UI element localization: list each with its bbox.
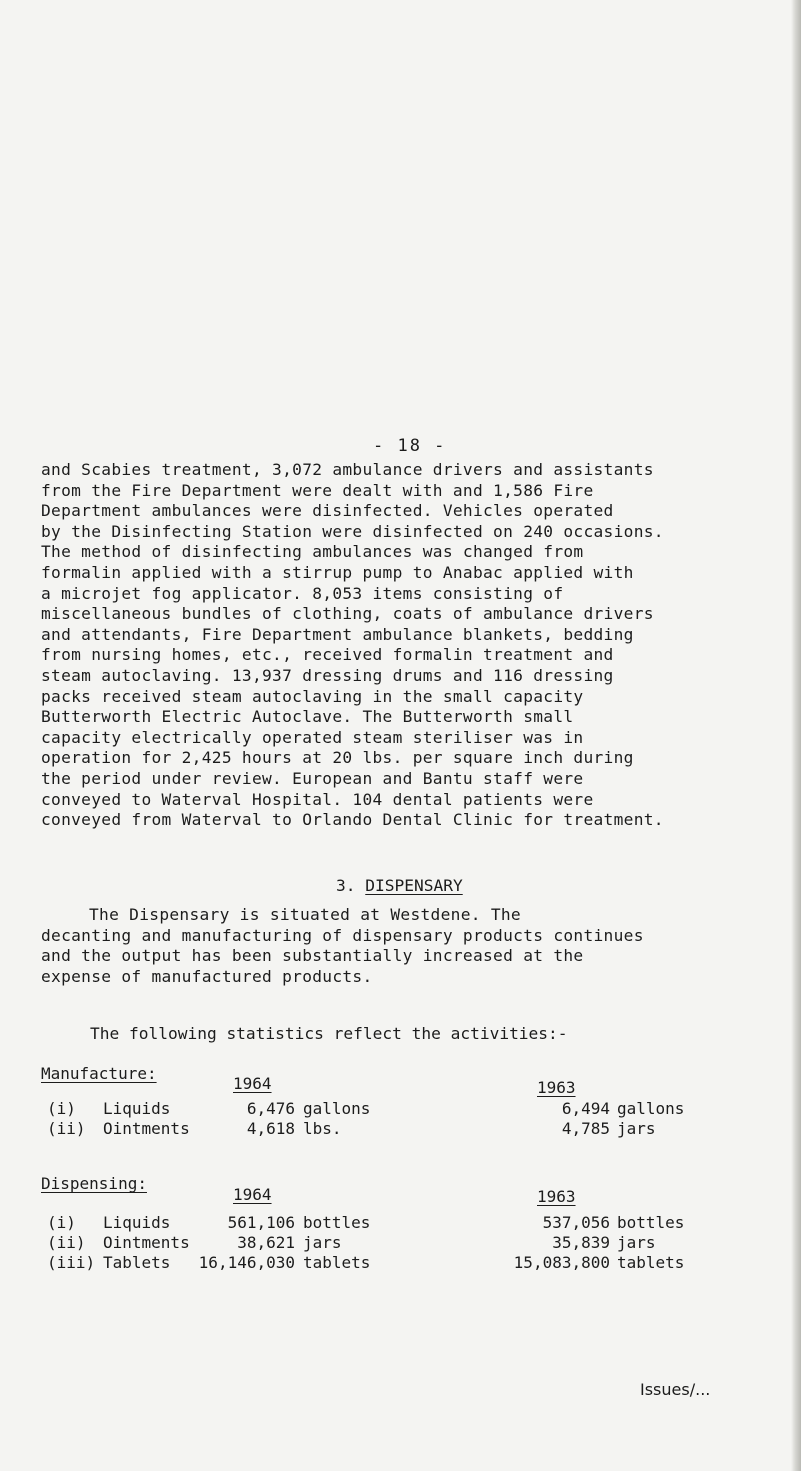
value-previous: 35,839 bbox=[552, 1233, 610, 1252]
text-line: operation for 2,425 hours at 20 lbs. per square inch during bbox=[41, 748, 634, 768]
unit-current: tablets bbox=[303, 1253, 371, 1272]
row-index: (iii) bbox=[47, 1253, 96, 1272]
value-current: 4,618 bbox=[246, 1119, 295, 1138]
statistics-intro: The following statistics reflect the activities:- bbox=[90, 1024, 568, 1043]
text-line: conveyed from Waterval to Orlando Dental Clinic for treatment. bbox=[41, 810, 664, 830]
row-index: (i) bbox=[47, 1099, 76, 1118]
manufacture-label: Manufacture: bbox=[41, 1064, 157, 1083]
page-number: - 18 - bbox=[373, 436, 447, 456]
value-current: 16,146,030 bbox=[198, 1253, 295, 1272]
row-item: Liquids bbox=[103, 1099, 171, 1118]
row-index: (ii) bbox=[47, 1233, 86, 1252]
text-line: expense of manufactured products. bbox=[41, 966, 373, 986]
section-heading bbox=[336, 876, 463, 895]
value-current: 6,476 bbox=[246, 1099, 295, 1118]
row-item: Ointments bbox=[103, 1233, 190, 1252]
text-line: formalin applied with a stirrup pump to Anabac applied with bbox=[41, 562, 634, 582]
row-item: Tablets bbox=[103, 1253, 171, 1272]
dispensing-year-previous: 1963 bbox=[537, 1187, 576, 1206]
text-line: capacity electrically operated steam steriliser was in bbox=[41, 727, 584, 747]
text-line: by the Disinfecting Station were disinfected on 240 occasions. bbox=[41, 521, 664, 541]
value-previous: 15,083,800 bbox=[513, 1253, 610, 1272]
text-line: miscellaneous bundles of clothing, coats of ambulance drivers bbox=[41, 604, 654, 624]
row-item: Ointments bbox=[103, 1119, 190, 1138]
text-line: a microjet fog applicator. 8,053 items consisting of bbox=[41, 583, 564, 603]
text-line: from the Fire Department were dealt with and 1,586 Fire bbox=[41, 480, 594, 500]
value-previous: 6,494 bbox=[561, 1099, 610, 1118]
unit-current: gallons bbox=[303, 1099, 371, 1118]
unit-previous: bottles bbox=[617, 1213, 685, 1232]
dispensing-label: Dispensing: bbox=[41, 1174, 147, 1193]
unit-previous: gallons bbox=[617, 1099, 685, 1118]
section-number: 3. bbox=[336, 876, 356, 895]
text-line: steam autoclaving. 13,937 dressing drums and 116 dressing bbox=[41, 665, 614, 685]
opening-paragraph bbox=[41, 460, 776, 831]
text-line: The Dispensary is situated at Westdene. The bbox=[89, 905, 521, 924]
value-current: 38,621 bbox=[237, 1233, 295, 1252]
text-line: packs received steam autoclaving in the small capacity bbox=[41, 686, 584, 706]
page-edge-shadow bbox=[791, 0, 801, 1471]
text-line: and the output has been substantially increased at the bbox=[41, 946, 584, 966]
text-line: conveyed to Waterval Hospital. 104 dental patients were bbox=[41, 789, 594, 809]
dispensing-year-current: 1964 bbox=[233, 1185, 272, 1204]
manufacture-year-previous: 1963 bbox=[537, 1078, 576, 1097]
value-current: 561,106 bbox=[227, 1213, 295, 1232]
section-title: DISPENSARY bbox=[365, 876, 463, 895]
text-line: The method of disinfecting ambulances was changed from bbox=[41, 542, 584, 562]
text-line: and Scabies treatment, 3,072 ambulance drivers and assistants bbox=[41, 460, 654, 479]
unit-current: bottles bbox=[303, 1213, 371, 1232]
row-item: Liquids bbox=[103, 1213, 171, 1232]
dispensary-paragraph bbox=[41, 905, 776, 987]
unit-previous: tablets bbox=[617, 1253, 685, 1272]
text-line: Butterworth Electric Autoclave. The Butterworth small bbox=[41, 707, 574, 727]
unit-previous: jars bbox=[617, 1233, 656, 1252]
text-line: the period under review. European and Bantu staff were bbox=[41, 768, 584, 788]
unit-previous: jars bbox=[617, 1119, 656, 1138]
text-line: and attendants, Fire Department ambulance blankets, bedding bbox=[41, 624, 634, 644]
text-line: from nursing homes, etc., received formalin treatment and bbox=[41, 645, 614, 665]
row-index: (i) bbox=[47, 1213, 76, 1232]
continuation-note: Issues/... bbox=[640, 1380, 711, 1399]
text-line: Department ambulances were disinfected. Vehicles operated bbox=[41, 501, 614, 521]
value-previous: 4,785 bbox=[561, 1119, 610, 1138]
row-index: (ii) bbox=[47, 1119, 86, 1138]
unit-current: lbs. bbox=[303, 1119, 342, 1138]
manufacture-year-current: 1964 bbox=[233, 1074, 272, 1093]
value-previous: 537,056 bbox=[542, 1213, 610, 1232]
text-line: decanting and manufacturing of dispensary products continues bbox=[41, 925, 644, 945]
unit-current: jars bbox=[303, 1233, 342, 1252]
